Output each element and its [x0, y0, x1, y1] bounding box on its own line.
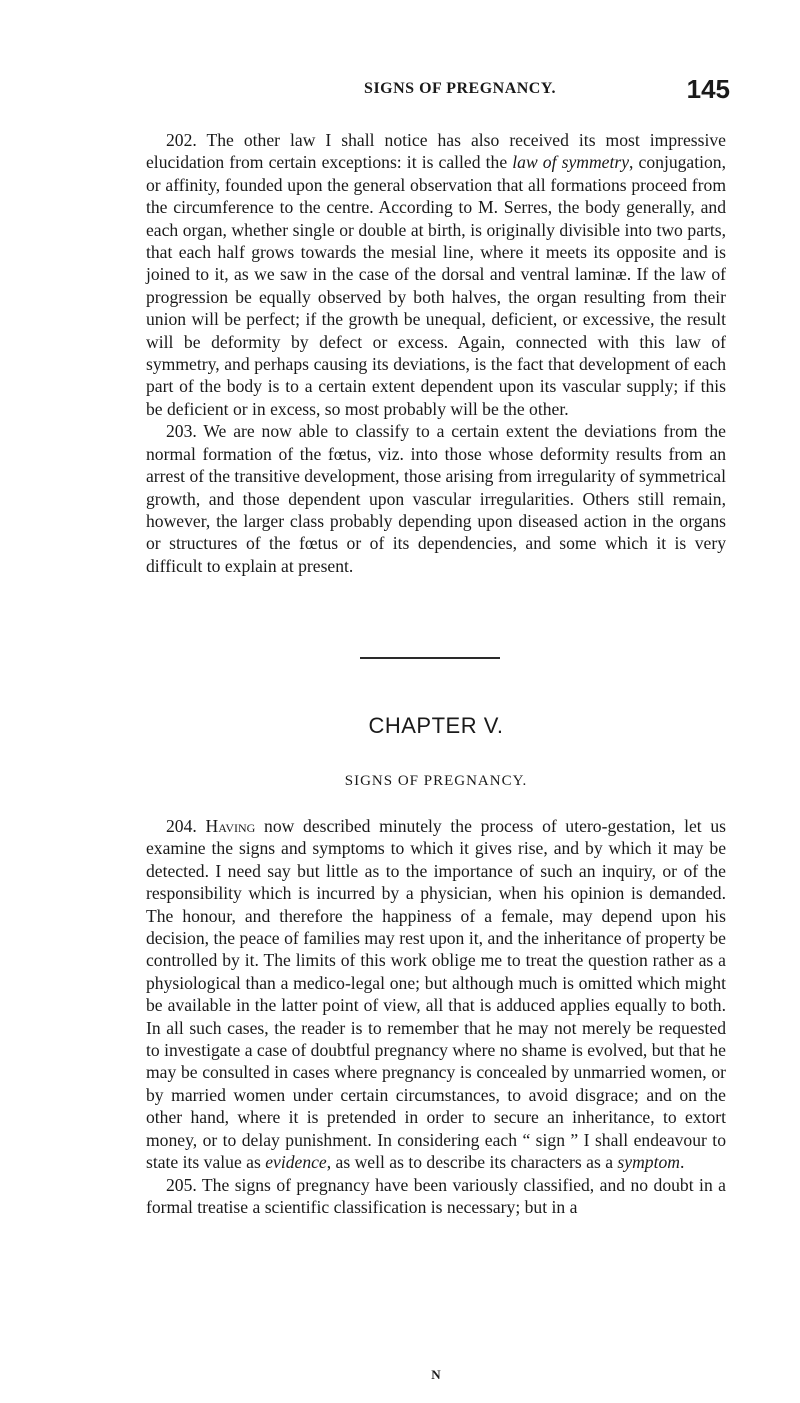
paragraph-204-end: . — [679, 1152, 685, 1173]
evidence-term: evidence — [265, 1152, 327, 1173]
chapter-heading: CHAPTER V. — [368, 713, 504, 738]
law-of-symmetry-term: law of symmetry — [512, 152, 630, 173]
paragraph-202-lead: 202. The other law I shall notice has also received its most impressive elucidation from certain exceptions: it is called the — [146, 130, 726, 173]
section-divider-rule — [360, 657, 500, 659]
paragraph-204-part1: now described minutely the process of utero-gestation, let us examine the signs and symptoms to which it gives rise, and by which it may be detected. I need say but little as to the importance of such an inquiry, or of the responsibility which is incurred by a physician, when his opinion is demanded. The honour, and therefore the happiness of a female, may depend upon his decision, the peace of families may rest upon it, and the inheritance of property be controlled by it. The limits of this work oblige me to treat the question rather as a physiological than a medico-legal one; but although much is omitted which might be available in the latter point of view, all that is adduced applies equally to both. In all such cases, the reader is to remember that he may not merely be requested to investigate a case of doubtful pregnancy where no shame is evolved, but that he may be consulted in cases where pregnancy is concealed by unmarried women, or by married women under certain circumstances, to avoid disgrace; and on the other hand, where it is pretended in order to secure an inheritance, to extort money, or to delay punishment. In considering each “ sign ” I shall endeavour to state its value as — [146, 816, 726, 1173]
paragraph-204-number: 204. — [166, 816, 206, 836]
section-204-205 — [146, 815, 726, 1218]
page-number: 145 — [686, 74, 730, 104]
paragraph-202 — [146, 129, 726, 420]
paragraph-204-smallcaps-opening: Having — [205, 816, 256, 836]
paragraph-204 — [146, 815, 726, 1174]
section-202-203 — [146, 129, 726, 577]
paragraph-202-rest: , conjugation, or affinity, founded upon the general observation that all formations proceed from the circumference to the centre. According to M. Serres, the body generally, and each organ, whether single or double at birth, is originally divisible into two parts, that each half grows towards the mesial line, where it meets its opposite and is joined to it, as we saw in the case of the dorsal and ventral laminæ. If the law of progression be equally observed by both halves, the organ resulting from their union will be perfect; if the growth be unequal, deficient, or excessive, the result will be deformity by defect or excess. Again, connected with this law of symmetry, and perhaps causing its deviations, is the fact that development of each part of the body is to a certain extent dependent upon its vascular supply; if this be deficient or in excess, so most probably will be the other. — [146, 152, 727, 419]
chapter-subtitle: SIGNS OF PREGNANCY. — [344, 773, 528, 789]
paragraph-204-part2: , as well as to describe its characters as a — [326, 1152, 618, 1173]
running-head-title: SIGNS OF PREGNANCY. — [364, 80, 556, 97]
signature-mark: N — [431, 1367, 441, 1382]
running-head — [250, 76, 730, 102]
paragraph-205: 205. The signs of pregnancy have been variously classified, and no doubt in a formal treatise a scientific classification is necessary; but in a — [146, 1174, 726, 1217]
symptom-term: symptom — [617, 1152, 680, 1173]
paragraph-203: 203. We are now able to classify to a certain extent the deviations from the normal formation of the fœtus, viz. into those whose deformity results from an arrest of the transitive development, those arising from irregularity of symmetrical growth, and those dependent upon vascular irregularities. Others still remain, however, the larger class probably depending upon diseased action in the organs or structures of the fœtus or of its dependencies, and some which it is very difficult to explain at present. — [146, 421, 726, 576]
